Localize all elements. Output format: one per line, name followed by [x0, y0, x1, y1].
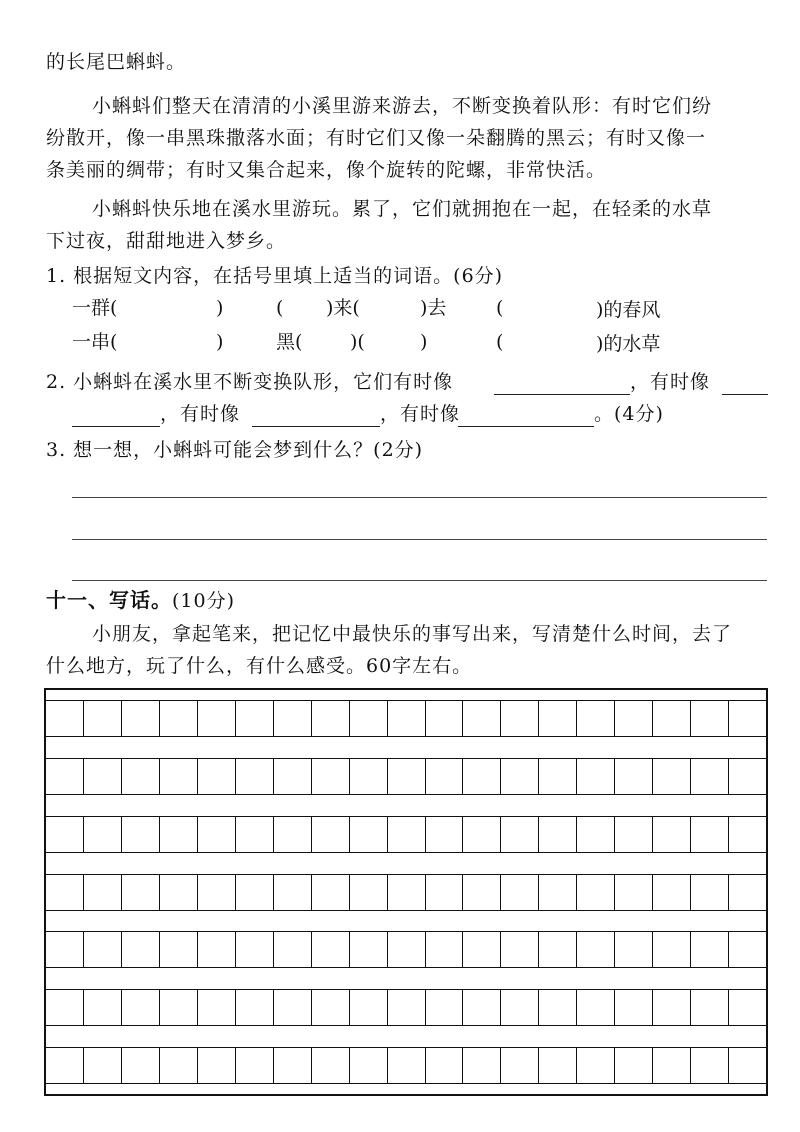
grid-cell[interactable]: [46, 875, 84, 910]
answer-blank[interactable]: [494, 394, 630, 395]
question-2-part-1: 2. 小蝌蚪在溪水里不断变换队形，它们有时像: [46, 371, 454, 393]
grid-cell[interactable]: [198, 990, 236, 1025]
grid-cell[interactable]: [46, 932, 84, 967]
grid-row: [46, 700, 766, 737]
grid-cell[interactable]: [653, 1048, 691, 1083]
grid-cell[interactable]: [312, 759, 350, 794]
grid-cell[interactable]: [312, 1048, 350, 1083]
grid-cell[interactable]: [615, 817, 653, 852]
grid-cell[interactable]: [615, 875, 653, 910]
fill-lailai-open: (: [276, 297, 284, 319]
passage-line-1: 的长尾巴蝌蚪。: [46, 51, 187, 73]
fill-hei-close: ): [420, 331, 428, 353]
grid-cell[interactable]: [198, 932, 236, 967]
grid-cell[interactable]: [160, 990, 198, 1025]
grid-cell[interactable]: [198, 817, 236, 852]
grid-cell[interactable]: [463, 990, 501, 1025]
grid-cell[interactable]: [160, 875, 198, 910]
grid-cell[interactable]: [615, 701, 653, 736]
grid-cell[interactable]: [577, 875, 615, 910]
grid-cell[interactable]: [84, 817, 122, 852]
grid-cell[interactable]: [615, 1048, 653, 1083]
fill-hei-open: 黑(: [276, 331, 303, 353]
grid-cell[interactable]: [501, 759, 539, 794]
grid-cell[interactable]: [160, 759, 198, 794]
grid-cell[interactable]: [160, 701, 198, 736]
grid-cell[interactable]: [46, 701, 84, 736]
grid-cell[interactable]: [729, 701, 766, 736]
grid-cell[interactable]: [122, 817, 160, 852]
grid-cell[interactable]: [312, 817, 350, 852]
grid-cell[interactable]: [84, 875, 122, 910]
question-2-part-5: 。(4分): [594, 403, 664, 425]
grid-cell[interactable]: [691, 1048, 729, 1083]
grid-cell[interactable]: [577, 1048, 615, 1083]
grid-cell[interactable]: [653, 990, 691, 1025]
grid-cell[interactable]: [653, 817, 691, 852]
grid-cell[interactable]: [691, 990, 729, 1025]
grid-cell[interactable]: [539, 759, 577, 794]
passage-line-2: 小蝌蚪们整天在清清的小溪里游来游去，不断变换着队形：有时它们纷: [92, 95, 713, 117]
grid-cell[interactable]: [577, 759, 615, 794]
grid-cell[interactable]: [426, 817, 464, 852]
grid-cell[interactable]: [501, 875, 539, 910]
grid-cell[interactable]: [350, 817, 388, 852]
grid-cell[interactable]: [729, 875, 766, 910]
grid-cell[interactable]: [501, 817, 539, 852]
section-11-instruction-1: 小朋友，拿起笔来，把记忆中最快乐的事写出来，写清楚什么时间，去了: [92, 623, 733, 645]
fill-qu: )去: [420, 297, 447, 319]
grid-cell[interactable]: [122, 701, 160, 736]
grid-cell[interactable]: [312, 932, 350, 967]
grid-cell[interactable]: [388, 701, 426, 736]
fill-shuicao-open: (: [496, 331, 504, 353]
grid-cell[interactable]: [653, 759, 691, 794]
grid-cell[interactable]: [653, 875, 691, 910]
grid-row: [46, 931, 766, 968]
grid-cell[interactable]: [160, 817, 198, 852]
grid-cell[interactable]: [160, 932, 198, 967]
answer-blank[interactable]: [458, 426, 594, 427]
grid-cell[interactable]: [501, 932, 539, 967]
grid-cell[interactable]: [236, 1048, 274, 1083]
grid-cell[interactable]: [729, 759, 766, 794]
grid-cell[interactable]: [274, 1048, 312, 1083]
grid-cell[interactable]: [501, 1048, 539, 1083]
grid-cell[interactable]: [653, 932, 691, 967]
passage-line-6: 下过夜，甜甜地进入梦乡。: [46, 230, 287, 252]
grid-cell[interactable]: [388, 990, 426, 1025]
question-3-prompt: 3. 想一想，小蝌蚪可能会梦到什么？(2分): [46, 439, 424, 461]
grid-cell[interactable]: [46, 1048, 84, 1083]
answer-blank[interactable]: [72, 426, 160, 427]
grid-cell[interactable]: [236, 759, 274, 794]
grid-cell[interactable]: [463, 875, 501, 910]
grid-cell[interactable]: [615, 932, 653, 967]
grid-cell[interactable]: [539, 817, 577, 852]
grid-cell[interactable]: [539, 1048, 577, 1083]
answer-line[interactable]: [72, 580, 767, 581]
grid-cell[interactable]: [426, 1048, 464, 1083]
grid-cell[interactable]: [426, 701, 464, 736]
grid-cell[interactable]: [577, 932, 615, 967]
grid-cell[interactable]: [274, 759, 312, 794]
grid-cell[interactable]: [84, 701, 122, 736]
grid-cell[interactable]: [463, 1048, 501, 1083]
passage-line-4: 条美丽的绸带；有时又集合起来，像个旋转的陀螺，非常快活。: [46, 159, 607, 181]
grid-cell[interactable]: [729, 817, 766, 852]
grid-cell[interactable]: [539, 875, 577, 910]
grid-row: [46, 816, 766, 853]
question-2-part-2: ，有时像: [630, 371, 711, 393]
grid-cell[interactable]: [388, 875, 426, 910]
grid-cell[interactable]: [84, 759, 122, 794]
grid-cell[interactable]: [84, 1048, 122, 1083]
grid-cell[interactable]: [236, 932, 274, 967]
grid-cell[interactable]: [236, 701, 274, 736]
fill-hei-mid: )(: [350, 331, 365, 353]
question-2-part-3: ，有时像: [160, 403, 241, 425]
grid-cell[interactable]: [84, 990, 122, 1025]
grid-cell[interactable]: [501, 990, 539, 1025]
grid-cell[interactable]: [274, 817, 312, 852]
grid-cell[interactable]: [426, 759, 464, 794]
answer-blank[interactable]: [722, 394, 768, 395]
grid-cell[interactable]: [463, 817, 501, 852]
grid-cell[interactable]: [350, 990, 388, 1025]
grid-cell[interactable]: [274, 875, 312, 910]
fill-shuicao: )的水草: [596, 333, 661, 355]
writing-grid[interactable]: [44, 688, 768, 1096]
grid-cell[interactable]: [122, 932, 160, 967]
grid-cell[interactable]: [501, 701, 539, 736]
grid-cell[interactable]: [691, 875, 729, 910]
grid-row: [46, 874, 766, 911]
section-11-score: (10分): [172, 590, 236, 612]
grid-cell[interactable]: [463, 932, 501, 967]
grid-cell[interactable]: [729, 990, 766, 1025]
grid-cell[interactable]: [539, 701, 577, 736]
section-11-heading: 十一、写话。: [46, 588, 172, 612]
grid-cell[interactable]: [577, 990, 615, 1025]
answer-line[interactable]: [72, 539, 767, 540]
grid-cell[interactable]: [160, 1048, 198, 1083]
grid-cell[interactable]: [388, 759, 426, 794]
grid-cell[interactable]: [388, 817, 426, 852]
section-11-instruction-2: 什么地方，玩了什么，有什么感受。60字左右。: [46, 655, 473, 677]
grid-cell[interactable]: [615, 759, 653, 794]
grid-cell[interactable]: [426, 990, 464, 1025]
grid-cell[interactable]: [236, 817, 274, 852]
grid-cell[interactable]: [426, 875, 464, 910]
grid-cell[interactable]: [729, 932, 766, 967]
grid-cell[interactable]: [274, 990, 312, 1025]
answer-blank[interactable]: [252, 426, 380, 427]
grid-cell[interactable]: [198, 1048, 236, 1083]
section-11-title: [46, 588, 235, 613]
grid-cell[interactable]: [274, 701, 312, 736]
grid-cell[interactable]: [388, 1048, 426, 1083]
passage-line-3: 纷散开，像一串黑珠撒落水面；有时它们又像一朵翻腾的黑云；有时又像一: [46, 127, 707, 149]
grid-cell[interactable]: [312, 701, 350, 736]
grid-cell[interactable]: [274, 932, 312, 967]
grid-cell[interactable]: [198, 759, 236, 794]
grid-cell[interactable]: [350, 701, 388, 736]
question-2-part-4: ，有时像: [380, 403, 461, 425]
grid-row: [46, 758, 766, 795]
grid-cell[interactable]: [84, 932, 122, 967]
grid-cell[interactable]: [539, 932, 577, 967]
fill-lai: )来(: [326, 297, 360, 319]
fill-chunfeng: )的春风: [596, 299, 661, 321]
grid-cell[interactable]: [236, 875, 274, 910]
grid-cell[interactable]: [350, 875, 388, 910]
grid-cell[interactable]: [198, 701, 236, 736]
grid-cell[interactable]: [653, 701, 691, 736]
question-1-prompt: 1. 根据短文内容，在括号里填上适当的词语。(6分): [46, 265, 504, 287]
grid-cell[interactable]: [312, 875, 350, 910]
grid-cell[interactable]: [615, 990, 653, 1025]
grid-cell[interactable]: [691, 701, 729, 736]
grid-cell[interactable]: [691, 759, 729, 794]
grid-cell[interactable]: [122, 875, 160, 910]
answer-line[interactable]: [72, 497, 767, 498]
grid-cell[interactable]: [122, 759, 160, 794]
grid-cell[interactable]: [198, 875, 236, 910]
grid-cell[interactable]: [312, 990, 350, 1025]
grid-row: [46, 1047, 766, 1084]
fill-chunfeng-open: (: [496, 297, 504, 319]
grid-cell[interactable]: [426, 932, 464, 967]
grid-cell[interactable]: [46, 817, 84, 852]
grid-cell[interactable]: [577, 817, 615, 852]
grid-cell[interactable]: [691, 817, 729, 852]
grid-cell[interactable]: [539, 990, 577, 1025]
grid-cell[interactable]: [691, 932, 729, 967]
grid-cell[interactable]: [350, 932, 388, 967]
fill-yiqun-close: ): [216, 297, 224, 319]
fill-yichuan-open: 一串(: [72, 331, 118, 353]
grid-cell[interactable]: [350, 1048, 388, 1083]
grid-cell[interactable]: [236, 990, 274, 1025]
grid-cell[interactable]: [122, 1048, 160, 1083]
grid-cell[interactable]: [463, 701, 501, 736]
grid-cell[interactable]: [46, 990, 84, 1025]
grid-cell[interactable]: [350, 759, 388, 794]
grid-cell[interactable]: [577, 701, 615, 736]
passage-line-5: 小蝌蚪快乐地在溪水里游玩。累了，它们就拥抱在一起，在轻柔的水草: [92, 198, 713, 220]
grid-cell[interactable]: [122, 990, 160, 1025]
grid-cell[interactable]: [388, 932, 426, 967]
fill-yichuan-close: ): [216, 331, 224, 353]
grid-cell[interactable]: [463, 759, 501, 794]
grid-row: [46, 989, 766, 1026]
grid-cell[interactable]: [729, 1048, 766, 1083]
fill-yiqun-open: 一群(: [72, 297, 118, 319]
grid-cell[interactable]: [46, 759, 84, 794]
